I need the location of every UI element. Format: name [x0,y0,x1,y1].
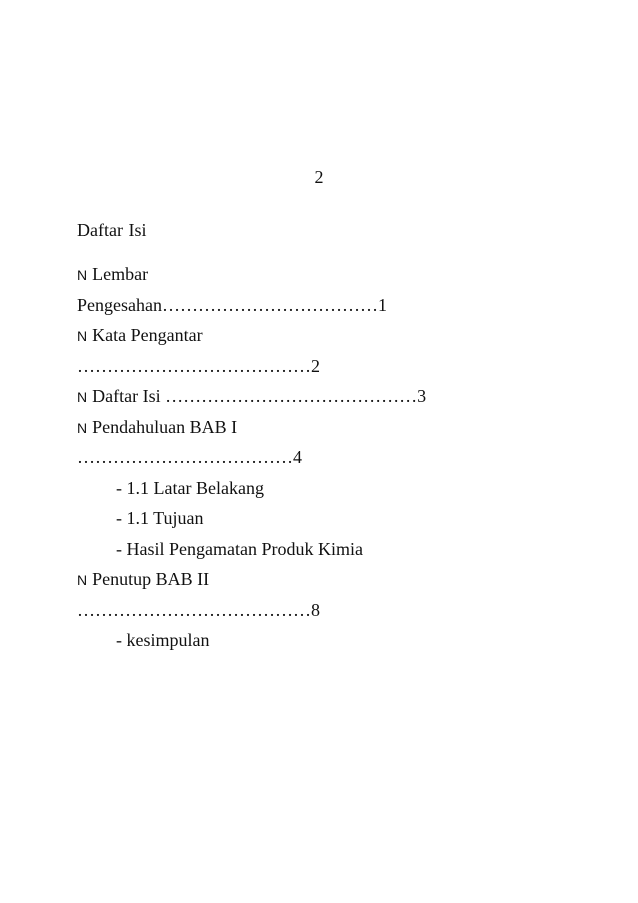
toc-entry-text: - kesimpulan [116,630,210,650]
toc-entry-pendahuluan [77,413,597,444]
toc-entry-penutup [77,565,597,596]
toc-entry-text: ………………………………4 [77,447,302,467]
bullet-icon: N [77,267,88,283]
bullet-icon: N [77,572,88,588]
bullet-icon: N [77,328,88,344]
toc-entry-text: Kata Pengantar [92,325,203,345]
toc-entry-lembar [77,260,597,291]
toc-entry-text: …………………………………2 [77,355,320,376]
toc-subentry-latar-belakang [77,474,597,505]
toc-entry-text: Penutup BAB II [92,569,210,589]
toc-entry-text: - Hasil Pengamatan Produk Kimia [116,538,363,559]
toc-entry-kata-pengantar-page [77,352,597,383]
table-of-contents [77,260,597,657]
toc-entry-pendahuluan-page [77,443,597,474]
toc-title: Daftar Isi [77,220,147,240]
toc-entry-text: Daftar Isi ……………………………………3 [92,386,427,406]
toc-entry-text: - 1.1 Latar Belakang [116,477,264,498]
toc-subentry-hasil-pengamatan [77,535,597,566]
bullet-icon: N [77,389,88,405]
toc-entry-text: Pendahuluan BAB I [92,416,238,437]
page-number: 2 [314,167,324,187]
bullet-icon: N [77,419,88,436]
toc-subentry-tujuan [77,504,597,535]
toc-subentry-kesimpulan [77,626,597,657]
toc-entry-kata-pengantar [77,321,597,352]
toc-entry-daftar-isi [77,382,597,413]
toc-entry-text: Lembar [92,264,149,284]
toc-entry-text: Pengesahan………………………………1 [77,294,387,315]
toc-entry-text: - 1.1 Tujuan [116,508,204,528]
toc-entry-pengesahan [77,291,597,322]
toc-entry-penutup-page [77,596,597,627]
toc-entry-text: …………………………………8 [77,599,320,620]
